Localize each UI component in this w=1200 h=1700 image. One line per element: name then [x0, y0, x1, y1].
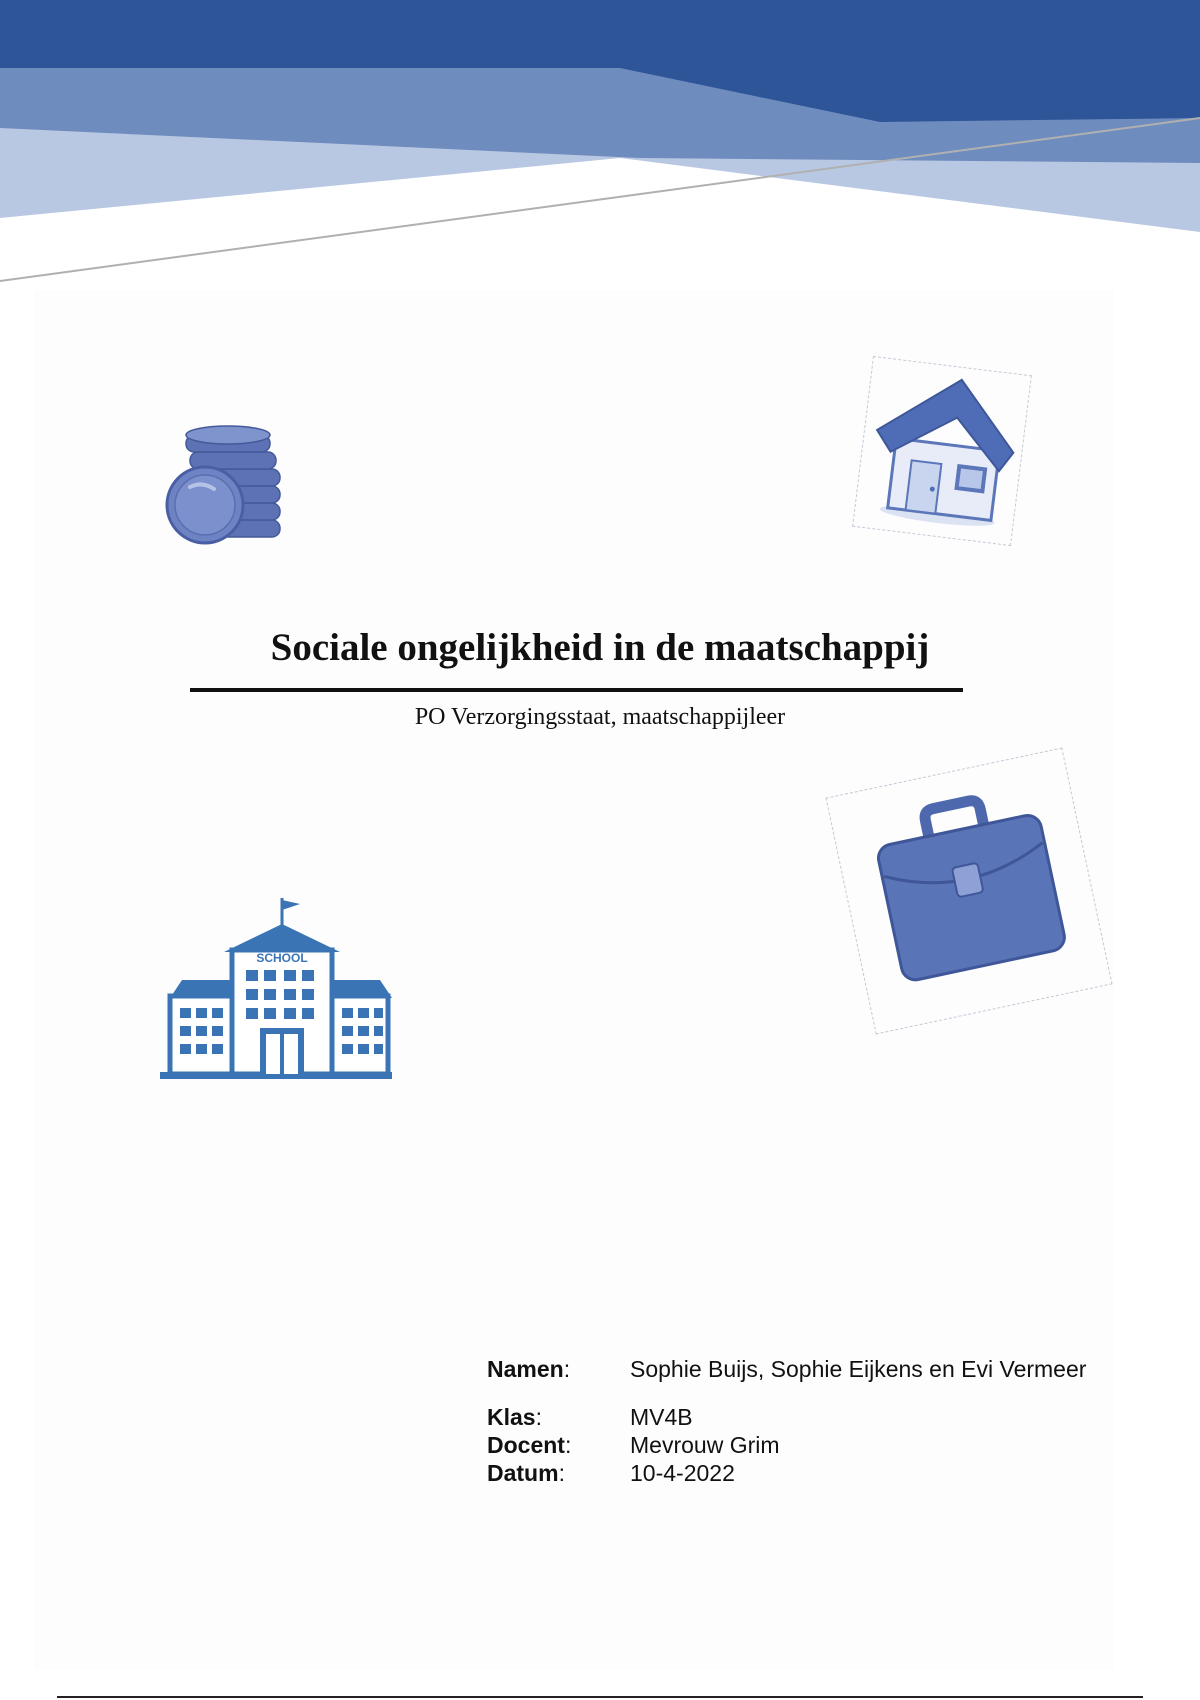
klas-label: Klas: [487, 1404, 536, 1430]
document-title: Sociale ongelijkheid in de maatschappij: [270, 626, 930, 669]
namen-value: Sophie Buijs, Sophie Eijkens en Evi Vermeer: [630, 1356, 1087, 1382]
info-datum: Datum: 10-4-2022: [487, 1460, 735, 1486]
school-sign: SCHOOL: [256, 951, 308, 965]
info-docent: Docent: Mevrouw Grim: [487, 1432, 780, 1458]
docent-label: Docent: [487, 1432, 565, 1458]
footer-rule: [57, 1696, 1143, 1698]
house-icon: [852, 356, 1032, 546]
info-klas: Klas: MV4B: [487, 1404, 693, 1430]
header-graphic: [0, 0, 1200, 300]
document-subtitle: PO Verzorgingsstaat, maatschappijleer: [414, 704, 786, 730]
school-building-icon: [160, 896, 392, 1091]
docent-value: Mevrouw Grim: [630, 1432, 780, 1458]
briefcase-icon: [825, 747, 1112, 1034]
coins-icon: [160, 415, 295, 550]
klas-value: MV4B: [630, 1404, 693, 1430]
title-underline: [190, 688, 963, 692]
datum-value: 10-4-2022: [630, 1460, 735, 1486]
datum-label: Datum: [487, 1460, 559, 1486]
info-namen: Namen: Sophie Buijs, Sophie Eijkens en Evi Vermeer: [487, 1356, 1087, 1382]
namen-label: Namen: [487, 1356, 564, 1382]
